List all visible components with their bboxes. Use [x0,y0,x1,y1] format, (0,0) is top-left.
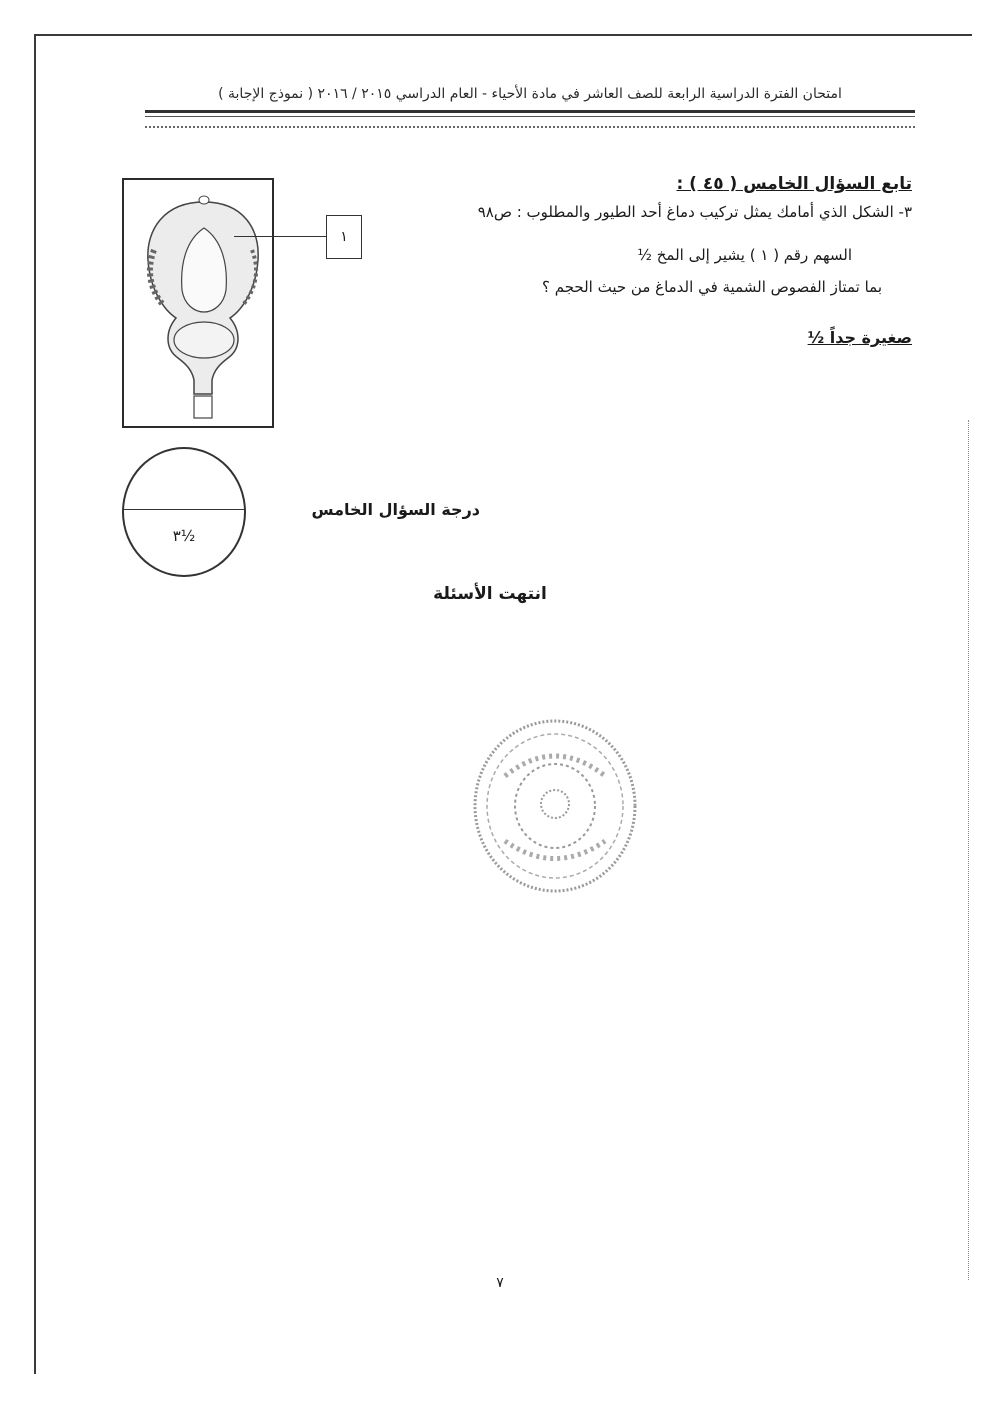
page-number: ٧ [496,1275,504,1291]
grade-value: ٣½ [172,527,196,545]
bird-brain-drawing [124,180,272,426]
header-rule [145,126,915,128]
header-rule [145,116,915,117]
question-line: ٣- الشكل الذي أمامك يمثل تركيب دماغ أحد الطيور والمطلوب : ص٩٨ [477,203,912,221]
page-frame-left [34,34,36,1374]
official-seal [470,716,640,896]
question-line: بما تمتاز الفصوص الشمية في الدماغ من حيث الحجم ؟ [542,278,882,296]
grade-circle [122,447,246,577]
callout-arrow-line [234,236,326,237]
grade-divider [124,509,244,510]
seal-icon [470,716,640,896]
question-line: السهم رقم ( ١ ) يشير إلى المخ ½ [637,246,852,264]
header-rule [145,110,915,113]
bird-brain-figure [122,178,274,428]
question-title: تابع السؤال الخامس ( ٤٥ ) : [676,174,912,194]
grade-label: درجة السؤال الخامس [311,500,480,519]
exam-header: امتحان الفترة الدراسية الرابعة للصف العاشر في مادة الأحياء - العام الدراسي ٢٠١٥ / ٢٠١٦ ( نموذج الإجابة ) [218,86,842,102]
page-frame-right [968,420,969,1280]
answer-text: صغيرة جداً ½ [807,328,912,347]
callout-label-box: ١ [326,215,362,259]
page-frame-top [34,34,972,36]
end-of-questions-text: انتهت الأسئلة [433,584,547,604]
